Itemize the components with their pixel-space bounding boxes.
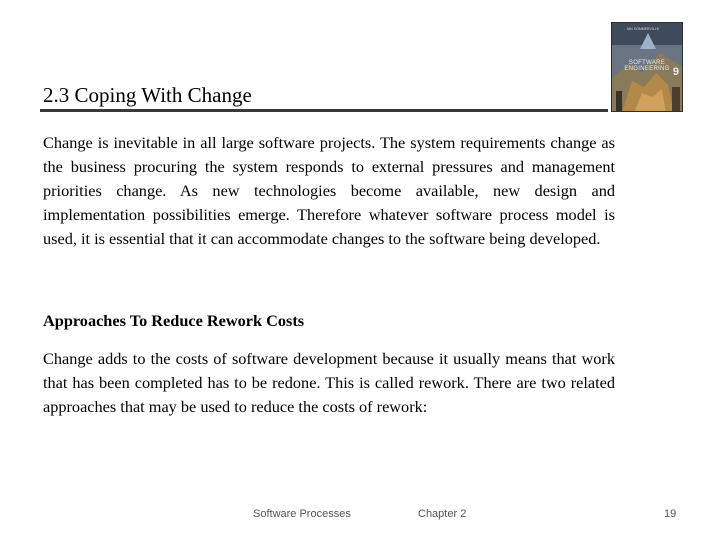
rework-paragraph: Change adds to the costs of software development because it usually means that work that has been completed has to be redone. This is called rework. There are two related approaches that may be used to reduce the costs of rework: [43,349,615,416]
footer-chapter: Chapter 2 [418,508,467,520]
footer-section-name: Software Processes [253,508,351,520]
intro-paragraph: Change is inevitable in all large software projects. The system requirements change as the business procuring the system responds to external pressures and management priorities change. As new technologies become available, new design and implementation possibilities emerge. Therefore whatever software process model is used, it is essential that it can accommodate changes to the software being developed. [43,133,615,248]
cover-title-text: SOFTWARE ENGINEERING [624,60,670,72]
book-cover-image [611,22,683,112]
slide-title: 2.3 Coping With Change [43,83,252,107]
section-heading: Approaches To Reduce Rework Costs [43,311,305,330]
cover-author-text: IAN SOMMERVILLE [627,27,660,31]
footer-page-number: 19 [664,508,677,520]
title-underline [40,109,608,112]
cover-edition-text: 9 [672,66,679,78]
